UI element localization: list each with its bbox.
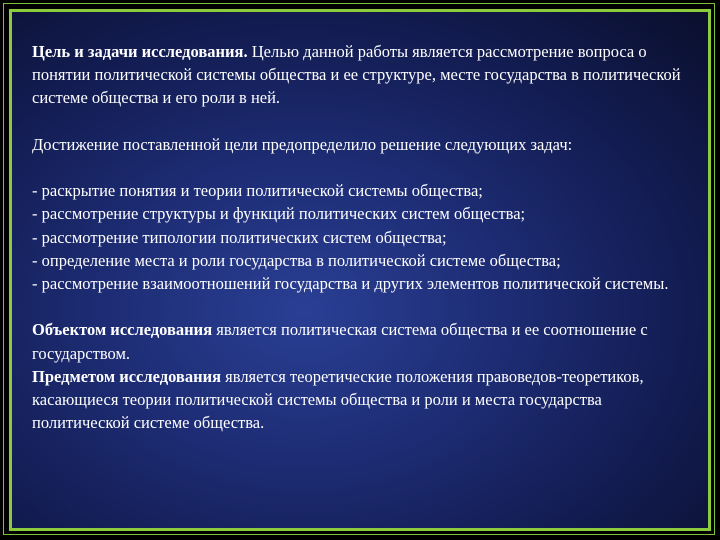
task-item: - рассмотрение структуры и функций политических систем общества; <box>32 204 526 224</box>
slide-text <box>32 40 697 434</box>
spacer <box>32 110 697 133</box>
spacer <box>32 295 697 318</box>
task-item: - определение места и роли государства в политической системе общества; <box>32 250 561 270</box>
task-item: - рассмотрение типологии политических систем общества; <box>32 227 447 247</box>
tasks-list <box>32 179 697 295</box>
subject-heading: Предметом исследования <box>32 366 222 386</box>
spacer <box>32 156 697 179</box>
goals-heading: Цель и задачи исследования. <box>32 42 248 61</box>
object-paragraph <box>32 318 697 364</box>
goals-text: Целью данной работы является рассмотрение вопроса о понятии политической системы общества и ее структуре, месте государства в политической системе общества и его роли в ней. <box>32 42 681 108</box>
task-item: - раскрытие понятия и теории политической системы общества; <box>32 181 483 201</box>
subject-paragraph <box>32 365 697 435</box>
subject-text: является теоретические положения правоведов-теоретиков, касающиеся теории политической системы общества и роли и места государства политической системе общества. <box>32 366 644 433</box>
tasks-intro: Достижение поставленной цели предопределило решение следующих задач: <box>32 134 573 154</box>
goals-paragraph <box>32 40 697 110</box>
object-heading: Объектом исследования <box>32 320 213 340</box>
object-text: является политическая система общества и ее соотношение с государством. <box>32 320 648 363</box>
content-panel <box>9 9 711 531</box>
task-item: - рассмотрение взаимоотношений государства и других элементов политической системы. <box>32 274 669 293</box>
